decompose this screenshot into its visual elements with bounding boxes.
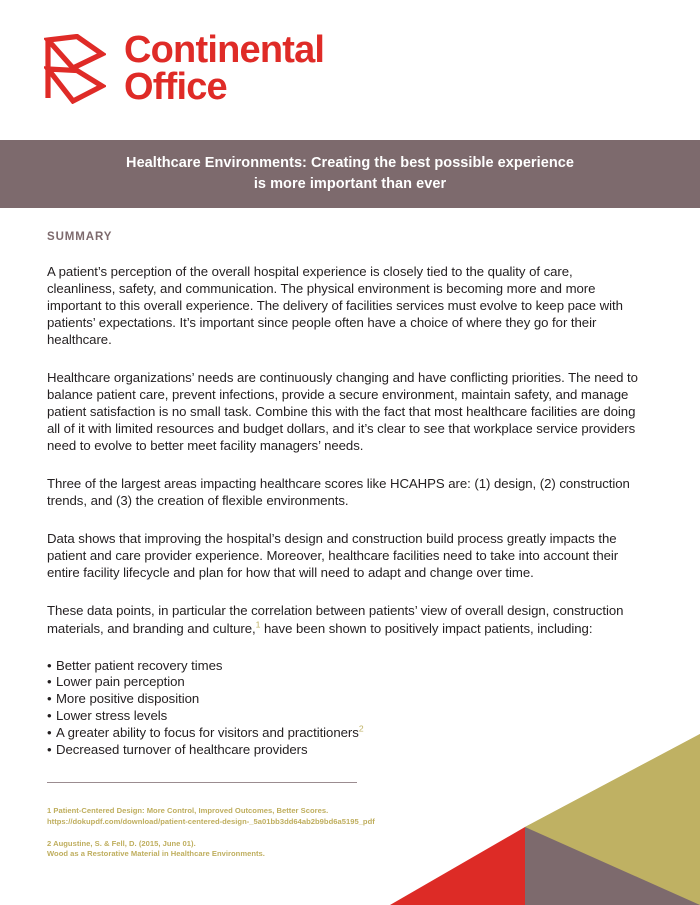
summary-paragraph-2: Healthcare organizations’ needs are continuously changing and have conflicting priorities. The need to balance patient care, prevent infections, provide a secure environment, maintain safety, and manage patient satisfaction is no small task. Combine this with the fact that most healthcare facilities are doing all of it with limited resources and budget dollars, and it’s clear to see that workplace service providers need to evolve to better meet facility managers’ needs. [47,370,638,454]
list-item-label: Lower stress levels [56,708,168,724]
list-item [47,742,643,759]
olive-triangle-upper [525,734,700,905]
banner-title-line-1: Healthcare Environments: Creating the best possible experience [126,155,574,172]
list-item [47,691,643,708]
list-item-label: Decreased turnover of healthcare providers [56,741,308,757]
footnotes [47,806,517,860]
summary-paragraph-4: Data shows that improving the hospital’s design and construction build process greatly impacts the patient and care provider experience. Moreover, healthcare facilities need to take into account their entire facility lifecycle and plan for how that will need to adapt and change over time. [47,531,619,581]
list-item-label: Lower pain perception [56,674,185,690]
footnote-marker-2: 2 [358,723,364,734]
footnote-marker-1: 1 [255,619,261,630]
summary-paragraph-3: Three of the largest areas impacting healthcare scores like HCAHPS are: (1) design, (2) construction trends, and (3) the creation of flexible environments. [47,476,630,509]
footnote-entry-1-url[interactable]: https://dokupdf.com/download/patient-centered-design-_5a01bb3dd64ab2b9bd6a5195_pdf [47,816,375,826]
brand-wordmark [124,29,325,109]
list-item [47,674,643,691]
benefits-lead-in [47,602,643,636]
footnote-entry-2 [47,839,517,861]
brand-name-line-1: Continental [124,29,325,71]
mauve-triangle [525,827,700,905]
summary-heading: SUMMARY [47,231,113,243]
footnote-entry-2-authors: 2 Augustine, S. & Fell, D. (2015, June 01). [47,838,196,848]
benefits-lead-in-text: These data points, in particular the correlation between patients’ view of overall design, construction materials, and branding and culture, [47,603,624,636]
footnote-entry-1 [47,806,517,828]
footnote-entry-2-title: Wood as a Restorative Material in Healthcare Environments. [47,849,265,859]
banner-title-line-2: is more important than ever [253,176,447,192]
list-item-label: More positive disposition [56,691,200,707]
list-item-label: A greater ability to focus for visitors and practitioners [56,724,359,740]
list-item [47,725,643,742]
benefits-list [47,658,643,759]
summary-content [47,231,643,759]
benefits-lead-in-text-end: have been shown to positively impact patients, including: [260,620,593,636]
summary-paragraph-1: A patient’s perception of the overall hospital experience is closely tied to the quality of care, cleanliness, safety, and communication. The physical environment is becoming more and more important to this overall experience. The delivery of facilities services must evolve to keep pace with patients’ expectations. It’s important since people often have a choice of where they go for their healthcare. [47,264,623,348]
banner-title [126,153,574,194]
brand-logo [44,29,325,109]
list-item [47,658,643,675]
footnote-divider [47,782,357,783]
list-item [47,708,643,725]
list-item-label: Better patient recovery times [56,657,223,673]
olive-triangle [525,734,700,905]
footnote-entry-1-title: 1 Patient-Centered Design: More Control, Improved Outcomes, Better Scores. [47,806,329,815]
header-banner [0,140,700,208]
brand-name-line-2: Office [124,66,227,109]
continental-office-cube-mark-icon [44,34,106,104]
